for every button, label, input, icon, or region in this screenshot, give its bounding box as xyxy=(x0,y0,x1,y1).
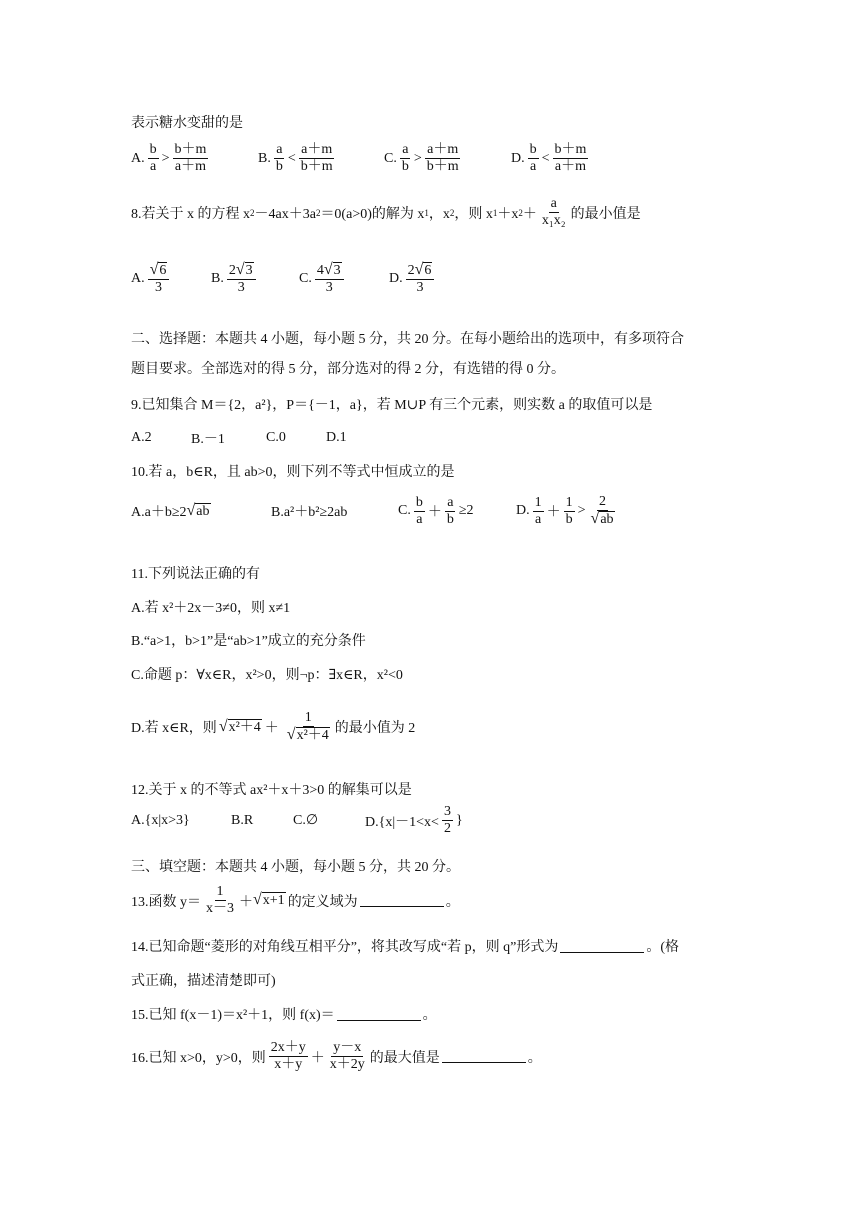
q8-fraction: $\frac{a}{\text{x₁x₂}}$ xyxy=(541,196,566,229)
q10-option-c[interactable]: C. $\frac{b}{a}$ ＋ $\frac{a}{b}$ ≥2 xyxy=(398,494,474,527)
q10-option-d[interactable]: D. $\frac{1}{a}$ ＋ $\frac{1}{b}$ > 2 √ ab xyxy=(516,494,614,528)
q7-option-a[interactable]: A. $\frac{b}{a}$ > $\frac{b+m}{a+m}$ xyxy=(131,142,207,175)
intro-line: 表示糖水变甜的是 xyxy=(131,116,243,131)
q12-options xyxy=(131,804,463,837)
q7-options xyxy=(131,142,591,175)
q9-option-d[interactable]: D.1 xyxy=(326,430,347,445)
q8-option-c[interactable]: C. 4 √ 3 3 xyxy=(299,262,389,296)
q13-answer-blank[interactable] xyxy=(360,894,444,907)
q12-option-a[interactable]: A.{x|x>3} xyxy=(131,812,190,828)
q16-line: 16.已知 x>0，y>0，则 $\frac{2x+y}{x+y}$ ＋ $\frac{y-x}{x+2y}$ 的最大值是 。 xyxy=(131,1040,542,1073)
q12-option-c[interactable]: C.∅ xyxy=(293,813,319,829)
q9-option-c[interactable]: C.0 xyxy=(266,430,286,445)
q11-option-c[interactable]: C.命题 p：∀x∈R，x²>0，则¬p：∃x∈R，x²<0 xyxy=(131,668,403,683)
q11-option-a[interactable]: A.若 x²＋2x－3≠0，则 x≠1 xyxy=(131,601,291,616)
q7-option-b[interactable]: B. $\frac{a}{b}$ < $\frac{a+m}{b+m}$ xyxy=(258,142,333,175)
section-3-heading: 三、填空题：本题共 4 小题，每小题 5 分，共 20 分。 xyxy=(131,860,460,875)
q10-options xyxy=(131,494,620,528)
q16-answer-blank[interactable] xyxy=(442,1050,526,1063)
section-2-line2: 题目要求。全部选对的得 5 分，部分选对的得 2 分，有选错的得 0 分。 xyxy=(131,362,565,377)
q10-option-b[interactable]: B.a²＋b²≥2ab xyxy=(271,505,348,521)
q11-option-d[interactable]: D.若 x∈R，则 √ x²＋4 ＋ 1 √ x²＋4 的最小值为 2 xyxy=(131,710,416,744)
q8-options xyxy=(131,262,437,296)
q9-options xyxy=(131,428,347,448)
q8-stem: 8.若关于 x 的方程 x 2 －4ax＋3a 2 ＝0(a>0)的解为 x 1 ，x 2 ，则 x 1 ＋x 2 ＋ $\frac{a}{\text{x₁x₂}}$ 的最小值是 xyxy=(131,196,641,229)
q14-line2: 式正确，描述清楚即可) xyxy=(131,974,276,989)
q10-stem: 10.若 a，b∈R，且 ab>0，则下列不等式中恒成立的是 xyxy=(131,465,455,480)
q12-option-b[interactable]: B.R xyxy=(231,812,254,828)
q7-option-c[interactable]: C. $\frac{a}{b}$ > $\frac{a+m}{b+m}$ xyxy=(384,142,459,175)
q7-option-d[interactable]: D. $\frac{b}{a}$ < $\frac{b+m}{a+m}$ xyxy=(511,142,587,175)
q9-option-b[interactable]: B.－1 xyxy=(191,432,225,447)
q8-option-a[interactable]: A. √ 6 3 xyxy=(131,262,211,296)
q8-option-d[interactable]: D. 2 √ 6 3 xyxy=(389,262,437,296)
q13-line: 13.函数 y＝ $\frac{1}{x-3}$ ＋ √ x+1 的定义域为 。 xyxy=(131,884,460,917)
q9-option-a[interactable]: A.2 xyxy=(131,430,152,445)
q14-answer-blank[interactable] xyxy=(560,940,644,953)
q11-option-b[interactable]: B.“a>1，b>1”是“ab>1”成立的充分条件 xyxy=(131,634,366,649)
q10-option-a[interactable]: A.a＋b≥2 √ ab xyxy=(131,501,210,521)
q9-stem: 9.已知集合 M＝{2，a²}，P＝{－1，a}，若 M∪P 有三个元素，则实数 a 的取值可以是 xyxy=(131,398,653,413)
q15-answer-blank[interactable] xyxy=(337,1008,421,1021)
q11-stem: 11.下列说法正确的有 xyxy=(131,567,260,582)
q12-option-d[interactable]: D.{x|－1<x< $\frac{3}{2}$ } xyxy=(365,804,463,837)
q15-line: 15.已知 f(x－1)＝x²＋1，则 f(x)＝ 。 xyxy=(131,1008,437,1023)
q8-option-b[interactable]: B. 2 √ 3 3 xyxy=(211,262,299,296)
q12-stem: 12.关于 x 的不等式 ax²＋x＋3>0 的解集可以是 xyxy=(131,783,412,798)
q14-line1: 14.已知命题“菱形的对角线互相平分”，将其改写成“若 p，则 q”形式为 。(格 xyxy=(131,940,680,955)
section-2-line1: 二、选择题：本题共 4 小题，每小题 5 分，共 20 分。在每小题给出的选项中，有多项符合 xyxy=(131,332,684,347)
